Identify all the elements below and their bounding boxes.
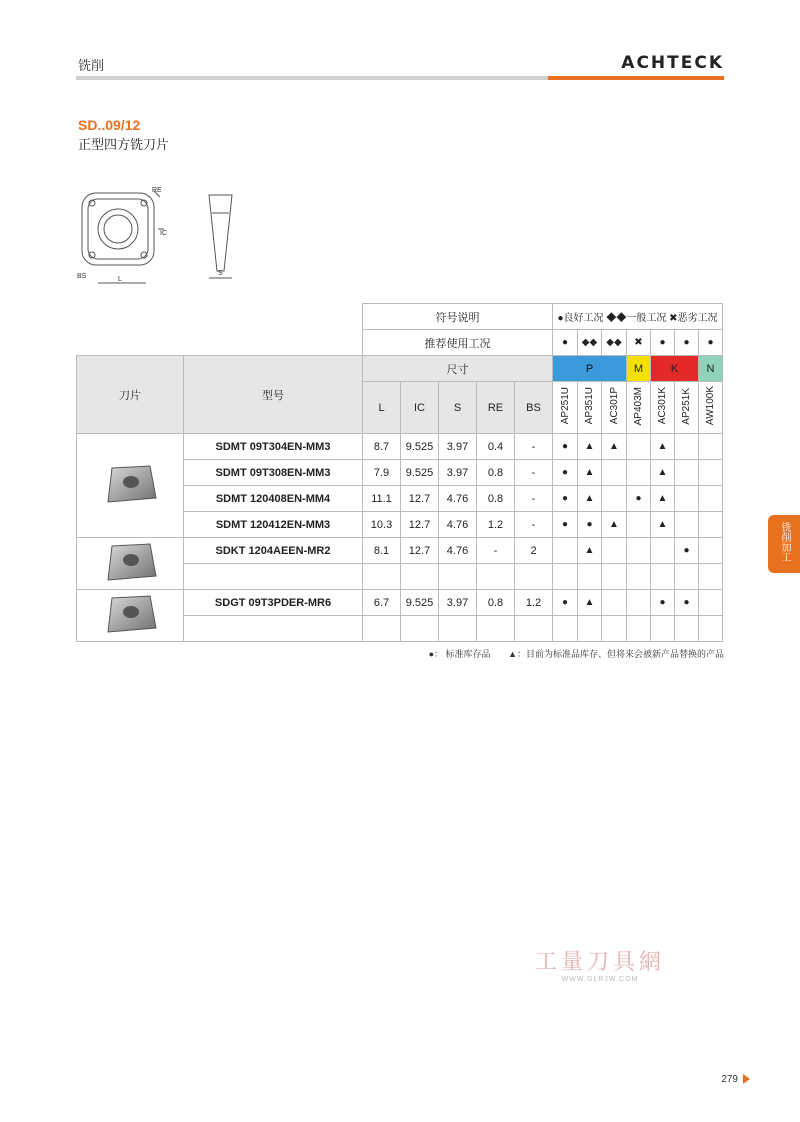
empty-cell bbox=[477, 616, 515, 642]
size-cell: - bbox=[515, 486, 553, 512]
recommend-label: 推荐使用工况 bbox=[363, 330, 553, 356]
size-cell: 1.2 bbox=[515, 590, 553, 616]
size-cell: 0.8 bbox=[477, 486, 515, 512]
grade-mark-cell: ▲ bbox=[578, 590, 602, 616]
size-cell: 11.1 bbox=[363, 486, 401, 512]
size-cell: 8.7 bbox=[363, 434, 401, 460]
empty-cell bbox=[651, 564, 675, 590]
model-cell: SDKT 1204AEEN-MR2 bbox=[184, 538, 363, 564]
size-cell: 10.3 bbox=[363, 512, 401, 538]
table-row bbox=[77, 434, 723, 460]
size-cell: 3.97 bbox=[439, 434, 477, 460]
grade-mark-cell bbox=[553, 538, 578, 564]
size-cell: 7.9 bbox=[363, 460, 401, 486]
grade-mark-cell bbox=[651, 538, 675, 564]
recommend-symbol: ● bbox=[699, 330, 723, 356]
product-name: 正型四方铣刀片 bbox=[78, 137, 170, 152]
grade-mark-cell: ▲ bbox=[651, 460, 675, 486]
size-col-header: RE bbox=[477, 382, 515, 434]
label-ic: IC bbox=[160, 230, 167, 237]
size-cell: 4.76 bbox=[439, 538, 477, 564]
watermark-title: 工量刀具網 bbox=[535, 949, 666, 974]
material-k: K bbox=[651, 356, 699, 382]
recommend-symbol: ✖ bbox=[627, 330, 651, 356]
size-cell: - bbox=[515, 460, 553, 486]
model-cell: SDMT 09T304EN-MM3 bbox=[184, 434, 363, 460]
grade-mark-cell: ● bbox=[553, 460, 578, 486]
empty-cell bbox=[602, 564, 627, 590]
empty-cell bbox=[699, 616, 723, 642]
label-s: S bbox=[218, 270, 223, 277]
size-cell: 9.525 bbox=[401, 434, 439, 460]
grade-mark-cell: ● bbox=[553, 512, 578, 538]
grade-mark-cell: ▲ bbox=[578, 434, 602, 460]
grade-mark-cell: ● bbox=[553, 434, 578, 460]
legend-triangle: ▲：目前为标准品库存、但将来会被新产品替换的产品 bbox=[508, 649, 724, 659]
size-col-header: S bbox=[439, 382, 477, 434]
grade-mark-cell bbox=[627, 460, 651, 486]
watermark bbox=[535, 945, 665, 983]
grade-header: AC301K bbox=[657, 387, 668, 425]
size-cell: 4.76 bbox=[439, 486, 477, 512]
empty-cell bbox=[363, 616, 401, 642]
empty-cell bbox=[602, 616, 627, 642]
footnote-legend bbox=[429, 647, 724, 660]
grade-mark-cell bbox=[699, 434, 723, 460]
empty-cell bbox=[651, 616, 675, 642]
grade-mark-cell bbox=[627, 590, 651, 616]
brand-logo: ACHTECK bbox=[621, 53, 724, 73]
size-cell: 6.7 bbox=[363, 590, 401, 616]
recommend-symbol: ● bbox=[651, 330, 675, 356]
legend-text: ●良好工况 ◆◆一般工况 ✖恶劣工况 bbox=[553, 304, 723, 330]
size-cell: 0.4 bbox=[477, 434, 515, 460]
grade-mark-cell: ▲ bbox=[651, 512, 675, 538]
grade-mark-cell: ▲ bbox=[578, 460, 602, 486]
col-insert-header: 刀片 bbox=[77, 356, 184, 434]
grade-mark-cell bbox=[602, 460, 627, 486]
recommend-symbol: ● bbox=[553, 330, 578, 356]
grade-mark-cell: ▲ bbox=[651, 486, 675, 512]
grade-mark-cell: ▲ bbox=[578, 486, 602, 512]
next-page-arrow-icon[interactable] bbox=[743, 1074, 750, 1084]
header-divider bbox=[76, 76, 548, 80]
grade-mark-cell bbox=[602, 590, 627, 616]
size-cell: 1.2 bbox=[477, 512, 515, 538]
empty-cell bbox=[578, 616, 602, 642]
material-n: N bbox=[699, 356, 723, 382]
header-divider-accent bbox=[548, 76, 724, 80]
grade-mark-cell: ▲ bbox=[602, 434, 627, 460]
grade-header: AP251K bbox=[681, 387, 692, 425]
empty-cell bbox=[675, 616, 699, 642]
grade-mark-cell: ▲ bbox=[602, 512, 627, 538]
insert-top-view bbox=[82, 191, 164, 283]
grade-mark-cell bbox=[627, 512, 651, 538]
empty-cell bbox=[553, 564, 578, 590]
table-row bbox=[77, 538, 723, 564]
empty-cell bbox=[578, 564, 602, 590]
grade-mark-cell bbox=[699, 538, 723, 564]
size-cell: 12.7 bbox=[401, 538, 439, 564]
label-re: RE bbox=[152, 187, 162, 194]
empty-cell bbox=[627, 564, 651, 590]
grade-mark-cell bbox=[699, 486, 723, 512]
insert-image bbox=[77, 590, 184, 642]
grade-mark-cell bbox=[675, 486, 699, 512]
empty-cell bbox=[401, 616, 439, 642]
grade-header: AW100K bbox=[705, 386, 716, 426]
size-cell: 2 bbox=[515, 538, 553, 564]
grade-header: AP251U bbox=[559, 387, 571, 425]
grade-mark-cell bbox=[602, 538, 627, 564]
size-cell: - bbox=[477, 538, 515, 564]
model-cell: SDMT 120408EN-MM4 bbox=[184, 486, 363, 512]
grade-header: AP351U bbox=[584, 387, 595, 425]
material-p: P bbox=[553, 356, 627, 382]
page-number: 279 bbox=[721, 1074, 738, 1085]
grade-mark-cell bbox=[627, 538, 651, 564]
grade-mark-cell: ● bbox=[675, 538, 699, 564]
size-cell: 3.97 bbox=[439, 590, 477, 616]
grade-mark-cell bbox=[699, 512, 723, 538]
empty-cell bbox=[553, 616, 578, 642]
empty-cell bbox=[515, 564, 553, 590]
side-chapter-label: 铣削加工 bbox=[779, 522, 790, 562]
grade-mark-cell: ● bbox=[578, 512, 602, 538]
size-cell: - bbox=[515, 512, 553, 538]
size-col-header: IC bbox=[401, 382, 439, 434]
recommend-symbol: ◆◆ bbox=[602, 330, 627, 356]
grade-mark-cell bbox=[675, 434, 699, 460]
size-cell: 12.7 bbox=[401, 512, 439, 538]
grade-mark-cell bbox=[675, 460, 699, 486]
recommend-symbol: ● bbox=[675, 330, 699, 356]
size-cell: 3.97 bbox=[439, 460, 477, 486]
grade-mark-cell bbox=[699, 590, 723, 616]
size-cell: 4.76 bbox=[439, 512, 477, 538]
size-cell: 9.525 bbox=[401, 590, 439, 616]
legend-title: 符号说明 bbox=[363, 304, 553, 330]
col-size-header: 尺寸 bbox=[363, 356, 553, 382]
grade-header: AP403M bbox=[633, 386, 644, 426]
spec-table bbox=[76, 303, 723, 642]
empty-cell bbox=[515, 616, 553, 642]
grade-header: AC301P bbox=[608, 387, 620, 425]
empty-cell bbox=[184, 616, 363, 642]
size-cell: - bbox=[515, 434, 553, 460]
empty-cell bbox=[675, 564, 699, 590]
empty-cell bbox=[363, 564, 401, 590]
insert-photo-icon bbox=[100, 592, 160, 636]
grade-mark-cell bbox=[675, 512, 699, 538]
insert-image bbox=[77, 434, 184, 538]
insert-side-view bbox=[209, 195, 232, 278]
label-bs: BS bbox=[77, 273, 87, 280]
legend-circle: ●： 标准库存品 bbox=[428, 649, 491, 659]
table-row bbox=[77, 590, 723, 616]
insert-photo-icon bbox=[100, 462, 160, 506]
empty-cell bbox=[401, 564, 439, 590]
empty-cell bbox=[184, 564, 363, 590]
grade-mark-cell: ● bbox=[675, 590, 699, 616]
grade-mark-cell bbox=[602, 486, 627, 512]
material-m: M bbox=[627, 356, 651, 382]
grade-mark-cell: ▲ bbox=[651, 434, 675, 460]
size-cell: 9.525 bbox=[401, 460, 439, 486]
product-code: SD..09/12 bbox=[78, 117, 141, 133]
section-title: 铣削 bbox=[78, 58, 105, 73]
size-col-header: L bbox=[363, 382, 401, 434]
grade-mark-cell: ● bbox=[553, 486, 578, 512]
col-model-header: 型号 bbox=[184, 356, 363, 434]
empty-cell bbox=[627, 616, 651, 642]
model-cell: SDMT 09T308EN-MM3 bbox=[184, 460, 363, 486]
grade-mark-cell: ▲ bbox=[578, 538, 602, 564]
recommend-symbol: ◆◆ bbox=[578, 330, 602, 356]
size-cell: 8.1 bbox=[363, 538, 401, 564]
grade-mark-cell bbox=[699, 460, 723, 486]
insert-image bbox=[77, 538, 184, 590]
grade-mark-cell: ● bbox=[651, 590, 675, 616]
size-cell: 12.7 bbox=[401, 486, 439, 512]
empty-cell bbox=[477, 564, 515, 590]
grade-mark-cell bbox=[627, 434, 651, 460]
empty-cell bbox=[439, 564, 477, 590]
insert-photo-icon bbox=[100, 540, 160, 584]
grade-mark-cell: ● bbox=[553, 590, 578, 616]
model-cell: SDGT 09T3PDER-MR6 bbox=[184, 590, 363, 616]
watermark-url: WWW.GLRJW.COM bbox=[561, 976, 639, 983]
empty-cell bbox=[439, 616, 477, 642]
empty-cell bbox=[699, 564, 723, 590]
label-l: L bbox=[118, 276, 122, 283]
size-col-header: BS bbox=[515, 382, 553, 434]
insert-drawing bbox=[72, 183, 262, 293]
grade-mark-cell: ● bbox=[627, 486, 651, 512]
size-cell: 0.8 bbox=[477, 590, 515, 616]
model-cell: SDMT 120412EN-MM3 bbox=[184, 512, 363, 538]
size-cell: 0.8 bbox=[477, 460, 515, 486]
